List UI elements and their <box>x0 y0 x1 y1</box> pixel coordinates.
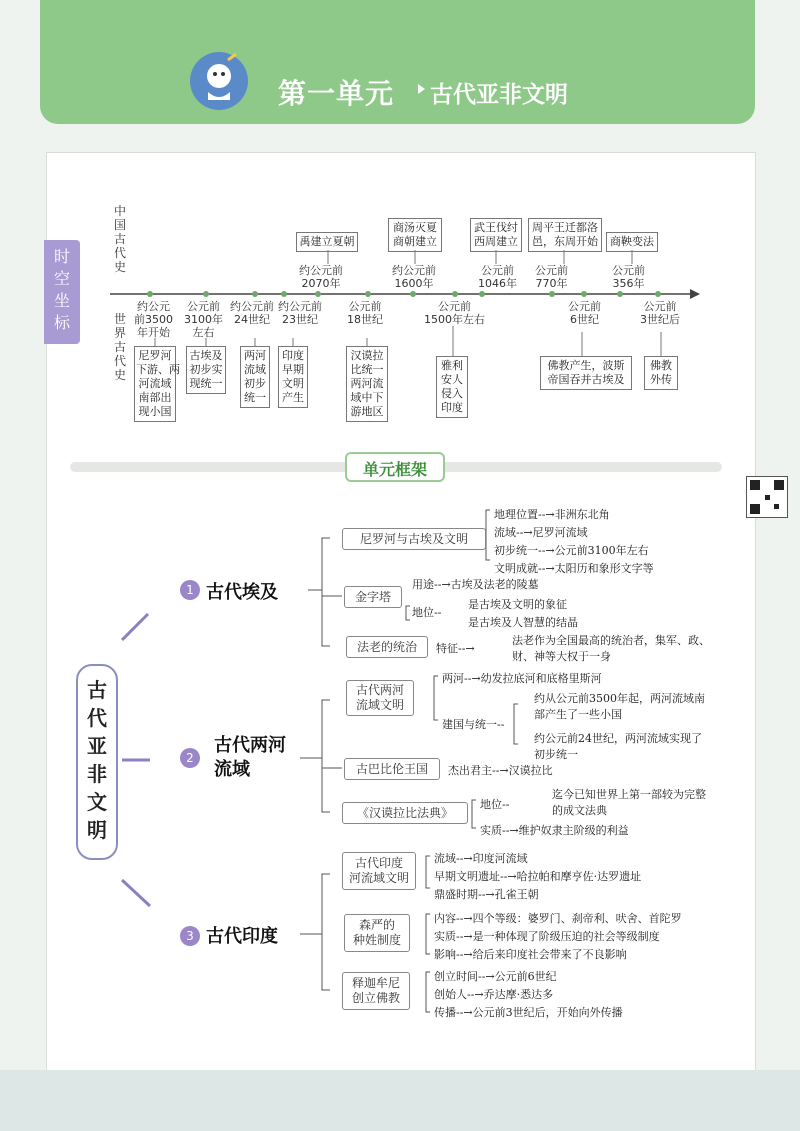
world-box-5: 汉谟拉 比统一 两河流 域中下 游地区 <box>346 346 388 422</box>
egypt-pharaoh-note-2: 法老作为全国最高的统治者，集军、政、 <box>512 634 710 647</box>
egypt-nile-note-3: 初步统一--→公元前3100年左右 <box>494 544 649 557</box>
meso-babylon-note-1: 杰出君主--→汉谟拉比 <box>448 764 553 777</box>
world-box-4: 印度 早期 文明 产生 <box>278 346 308 408</box>
india-caste-note-1: 内容--→四个等级：婆罗门、刹帝利、吠舍、首陀罗 <box>434 912 682 925</box>
unit-subtitle: 古代亚非文明 <box>430 82 568 108</box>
india-buddhism-note-1: 创立时间--→公元前6世纪 <box>434 970 557 983</box>
egypt-pyramid-note-2: 地位-- <box>412 606 442 619</box>
world-date-2: 公元前 3100年 左右 <box>184 300 223 339</box>
event-box-xia: 禹建立夏朝 <box>296 232 358 252</box>
meso-civ-note-4: 部产生了一些小国 <box>534 708 622 721</box>
event-date-eastern-zhou: 公元前 770年 <box>535 264 568 290</box>
egypt-pharaoh-note-1: 特征--→ <box>436 642 475 655</box>
bottom-decoration <box>0 1070 800 1131</box>
india-caste-note-2: 实质--→是一种体现了阶级压迫的社会等级制度 <box>434 930 660 943</box>
egypt-nile-note-4: 文明成就--→太阳历和象形文字等 <box>494 562 654 575</box>
egypt-pyramid-note-3: 是古埃及文明的象征 <box>468 598 567 611</box>
egypt-pharaoh-note-3: 财、神等大权于一身 <box>512 650 611 663</box>
section-title-mesopotamia: 古代两河流域 <box>214 735 286 780</box>
meso-code-note-3: 的成文法典 <box>552 804 607 817</box>
egypt-pyramid-note-1: 用途--→古埃及法老的陵墓 <box>412 578 539 591</box>
world-box-7: 佛教产生，波斯 帝国吞并古埃及 <box>540 356 632 390</box>
world-date-3: 约公元前 24世纪 <box>230 300 274 326</box>
world-history-label: 世界古代史 <box>113 312 126 382</box>
india-civ-note-1: 流域--→印度河流域 <box>434 852 528 865</box>
world-date-4: 约公元前 23世纪 <box>278 300 322 326</box>
event-date-xia: 约公元前 2070年 <box>299 264 343 290</box>
event-box-eastern-zhou: 周平王迁都洛 邑，东周开始 <box>528 218 602 252</box>
india-caste-note-3: 影响--→给后来印度社会带来了不良影响 <box>434 948 627 961</box>
event-date-shang: 约公元前 1600年 <box>392 264 436 290</box>
meso-item-code: 《汉谟拉比法典》 <box>342 802 468 824</box>
meso-civ-note-2: 建国与统一-- <box>442 718 505 731</box>
event-box-shang: 商汤灭夏 商朝建立 <box>388 218 442 252</box>
event-box-shangyang: 商鞅变法 <box>606 232 658 252</box>
framework-title: 单元框架 <box>362 460 427 479</box>
world-date-8: 公元前 3世纪后 <box>640 300 680 326</box>
china-history-label: 中国古代史 <box>113 204 126 274</box>
meso-civ-note-5: 约公元前24世纪，两河流域实现了 <box>534 732 702 745</box>
world-box-6: 雅利 安人 侵入 印度 <box>436 356 468 418</box>
egypt-nile-note-1: 地理位置--→非洲东北角 <box>494 508 610 521</box>
meso-civ-note-6: 初步统一 <box>534 748 578 761</box>
world-box-3: 两河 流域 初步 统一 <box>240 346 270 408</box>
unit-title: 第一单元 <box>278 77 395 110</box>
world-date-1: 约公元 前3500 年开始 <box>134 300 173 339</box>
event-date-shangyang: 公元前 356年 <box>612 264 645 290</box>
egypt-item-nile: 尼罗河与古埃及文明 <box>342 528 486 550</box>
section-number-2: 2 <box>180 748 200 768</box>
world-box-8: 佛教 外传 <box>644 356 678 390</box>
meso-item-civilization: 古代两河 流域文明 <box>346 680 414 716</box>
section-title-egypt: 古代埃及 <box>206 582 278 603</box>
egypt-item-pharaoh: 法老的统治 <box>346 636 428 658</box>
section-number-3: 3 <box>180 926 200 946</box>
world-date-6: 公元前 1500年左右 <box>424 300 485 326</box>
event-box-zhou: 武王伐纣 西周建立 <box>470 218 522 252</box>
meso-code-note-1: 地位-- <box>480 798 510 811</box>
india-item-civilization: 古代印度 河流域文明 <box>342 852 416 890</box>
world-date-7: 公元前 6世纪 <box>568 300 601 326</box>
egypt-nile-note-2: 流域--→尼罗河流域 <box>494 526 588 539</box>
meso-civ-note-1: 两河--→幼发拉底河和底格里斯河 <box>442 672 602 685</box>
meso-code-note-4: 实质--→维护奴隶主阶级的利益 <box>480 824 629 837</box>
section-title-india: 古代印度 <box>206 926 278 947</box>
egypt-pyramid-note-4: 是古埃及人智慧的结晶 <box>468 616 578 629</box>
india-item-caste: 森严的 种姓制度 <box>344 914 410 952</box>
meso-item-babylon: 古巴比伦王国 <box>344 758 440 780</box>
world-box-1: 尼罗河 下游、两 河流域 南部出 现小国 <box>134 346 176 422</box>
egypt-item-pyramid: 金字塔 <box>344 586 402 608</box>
world-box-2: 古埃及 初步实 现统一 <box>186 346 226 394</box>
side-tab-label: 时空坐标 <box>53 247 70 332</box>
india-buddhism-note-2: 创始人--→乔达摩·悉达多 <box>434 988 554 1001</box>
event-date-zhou: 公元前 1046年 <box>478 264 517 290</box>
india-item-buddhism: 释迦牟尼 创立佛教 <box>342 972 410 1010</box>
india-civ-note-3: 鼎盛时期--→孔雀王朝 <box>434 888 539 901</box>
meso-civ-note-3: 约从公元前3500年起，两河流域南 <box>534 692 705 705</box>
india-civ-note-2: 早期文明遗址--→哈拉帕和摩亨佐·达罗遗址 <box>434 870 642 883</box>
world-date-5: 公元前 18世纪 <box>347 300 383 326</box>
meso-code-note-2: 迄今已知世界上第一部较为完整 <box>552 788 706 801</box>
section-number-1: 1 <box>180 580 200 600</box>
mindmap-root-label: 古代亚非文明 <box>87 678 107 842</box>
india-buddhism-note-3: 传播--→公元前3世纪后，开始向外传播 <box>434 1006 623 1019</box>
